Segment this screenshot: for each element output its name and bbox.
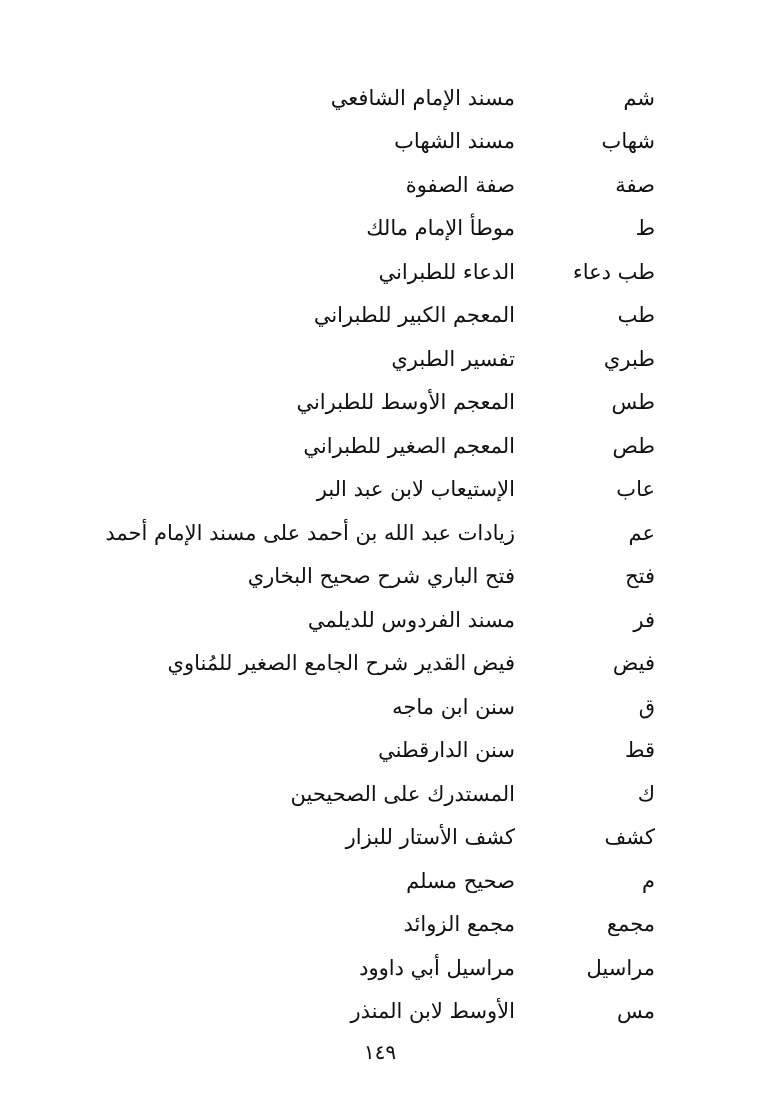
list-item	[0, 250, 760, 294]
list-item	[0, 294, 760, 338]
abbreviation: عاب	[616, 477, 655, 502]
book-title: الأوسط لابن المنذر	[350, 999, 515, 1024]
abbreviation: فيض	[612, 651, 655, 676]
list-item	[0, 511, 760, 555]
book-title: سنن ابن ماجه	[392, 694, 515, 719]
abbreviation: طب دعاء	[572, 259, 655, 284]
abbreviation: م	[641, 868, 655, 893]
book-title: المعجم الأوسط للطبراني	[296, 390, 515, 415]
list-item	[0, 729, 760, 773]
book-title: زيادات عبد الله بن أحمد على مسند الإمام أحمد	[105, 520, 515, 545]
list-item	[0, 120, 760, 164]
abbreviation: فر	[633, 607, 655, 632]
list-item	[0, 772, 760, 816]
abbreviation: فتح	[625, 564, 655, 589]
list-item	[0, 424, 760, 468]
abbreviation: كشف	[604, 825, 655, 850]
book-title: فتح الباري شرح صحيح البخاري	[247, 564, 515, 589]
book-title: الدعاء للطبراني	[378, 259, 515, 284]
abbreviation: مجمع	[606, 912, 655, 937]
abbreviation: طص	[612, 433, 655, 458]
list-item	[0, 642, 760, 686]
list-item	[0, 163, 760, 207]
book-title: المعجم الكبير للطبراني	[313, 303, 515, 328]
list-item	[0, 990, 760, 1034]
list-item	[0, 903, 760, 947]
book-title: موطأ الإمام مالك	[366, 216, 515, 241]
abbreviation: مس	[616, 999, 655, 1024]
book-title: الإستيعاب لابن عبد البر	[316, 477, 515, 502]
abbreviation: طبري	[603, 346, 655, 371]
book-title: مسند الفردوس للديلمي	[307, 607, 515, 632]
book-title: سنن الدارقطني	[378, 738, 515, 763]
abbreviation: عم	[628, 520, 655, 545]
abbreviation: طس	[611, 390, 655, 415]
abbreviation: ط	[635, 216, 655, 241]
list-item	[0, 76, 760, 120]
list-item	[0, 816, 760, 860]
list-item	[0, 337, 760, 381]
list-item	[0, 381, 760, 425]
book-title: صحيح مسلم	[406, 868, 515, 893]
book-title: مراسيل أبي داوود	[359, 955, 515, 980]
list-item	[0, 859, 760, 903]
page-number: ١٤٩	[363, 1040, 397, 1064]
book-title: مجمع الزوائد	[403, 912, 515, 937]
abbreviation: مراسيل	[586, 955, 655, 980]
book-title: المستدرك على الصحيحين	[290, 781, 515, 806]
book-title: مسند الشهاب	[394, 129, 515, 154]
book-title: مسند الإمام الشافعي	[330, 85, 515, 110]
list-item	[0, 555, 760, 599]
book-title: صفة الصفوة	[405, 172, 515, 197]
abbreviation: قط	[625, 738, 655, 763]
abbreviation: ك	[637, 781, 655, 806]
book-title: المعجم الصغير للطبراني	[303, 433, 515, 458]
abbreviation: طب	[617, 303, 655, 328]
list-item	[0, 468, 760, 512]
abbreviation: ق	[638, 694, 655, 719]
book-title: كشف الأستار للبزار	[345, 825, 515, 850]
book-title: فيض القدير شرح الجامع الصغير للمُناوي	[167, 651, 515, 676]
abbreviation: شم	[623, 85, 655, 110]
abbreviation: صفة	[615, 172, 655, 197]
abbreviation: شهاب	[601, 129, 655, 154]
book-title: تفسير الطبري	[391, 346, 515, 371]
list-item	[0, 598, 760, 642]
list-item	[0, 207, 760, 251]
list-item	[0, 946, 760, 990]
abbreviation-list	[0, 76, 760, 1033]
list-item	[0, 685, 760, 729]
